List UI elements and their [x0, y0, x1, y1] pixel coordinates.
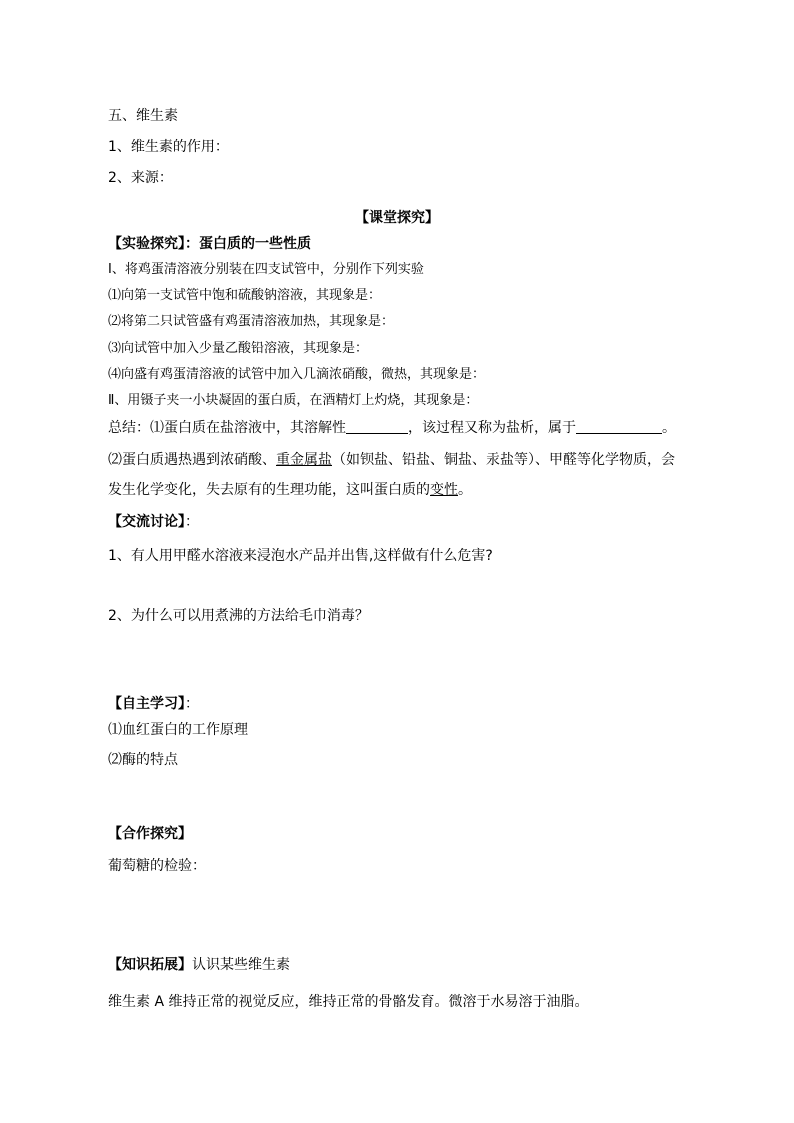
classroom-heading: 【课堂探究】 [355, 210, 439, 226]
self-study-tag: 【自主学习】 [108, 696, 185, 712]
self-study-colon: ： [185, 696, 199, 712]
discussion-question: 1、有人用甲醛水溶液来浸泡水产品并出售,这样做有什么危害? [108, 548, 493, 564]
experiment-title: ：蛋白质的一些性质 [185, 236, 311, 252]
summary-text: 。 [662, 420, 676, 436]
self-study-item: ⑵酶的特点 [108, 752, 178, 768]
coop-text: 葡萄糖的检验： [108, 858, 206, 874]
summary-text: 总结：⑴蛋白质在盐溶液中，其溶解性 [108, 420, 346, 436]
question-line: 1、维生素的作用： [108, 139, 229, 155]
experiment-step: ⑷向盛有鸡蛋清溶液的试管中加入几滴浓硝酸，微热，其现象是： [108, 367, 486, 382]
self-study-heading [108, 695, 199, 713]
summary-line-1 [108, 419, 676, 437]
summary-line-3 [108, 481, 472, 499]
summary-text: （如钡盐、铅盐、铜盐、汞盐等）、甲醛等化学物质，会 [332, 452, 675, 468]
summary-text: 发生化学变化，失去原有的生理功能，这叫蛋白质的 [108, 482, 430, 498]
experiment-part2: Ⅱ、用镊子夹一小块凝固的蛋白质，在酒精灯上灼烧，其现象是： [108, 393, 479, 408]
self-study-item: ⑴血红蛋白的工作原理 [108, 722, 248, 738]
experiment-intro: Ⅰ、将鸡蛋清溶液分别装在四支试管中，分别作下列实验 [108, 262, 424, 277]
answer-blank [346, 419, 408, 434]
experiment-heading [108, 235, 311, 253]
experiment-tag: 【实验探究】 [108, 236, 185, 252]
summary-text: ⑵蛋白质遇热遇到浓硝酸、 [108, 452, 276, 468]
answer-blank [576, 419, 662, 434]
discussion-heading [108, 513, 199, 531]
summary-text: ，该过程又称为盐析，属于 [408, 420, 576, 436]
coop-heading: 【合作探究】 [108, 826, 192, 842]
experiment-step: ⑶向试管中加入少量乙酸铅溶液，其现象是： [108, 341, 369, 356]
underlined-term: 变性 [430, 482, 458, 498]
summary-text: 。 [458, 482, 472, 498]
section-heading: 五、维生素 [108, 108, 178, 124]
discussion-tag: 【交流讨论】 [108, 514, 185, 530]
underlined-term: 重金属盐 [276, 452, 332, 468]
question-line: 2、来源： [108, 170, 173, 186]
extension-title: 认识某些维生素 [192, 957, 290, 973]
extension-heading [108, 956, 290, 974]
experiment-step: ⑴向第一支试管中饱和硫酸钠溶液，其现象是： [108, 288, 382, 303]
extension-text: 维生素 A 维持正常的视觉反应，维持正常的骨骼发育。微溶于水易溶于油脂。 [108, 994, 589, 1010]
extension-tag: 【知识拓展】 [108, 957, 192, 973]
discussion-colon: ： [185, 514, 199, 530]
discussion-question: 2、为什么可以用煮沸的方法给毛巾消毒？ [108, 608, 369, 624]
summary-line-2 [108, 451, 675, 469]
experiment-step: ⑵将第二只试管盛有鸡蛋清溶液加热，其现象是： [108, 314, 395, 329]
